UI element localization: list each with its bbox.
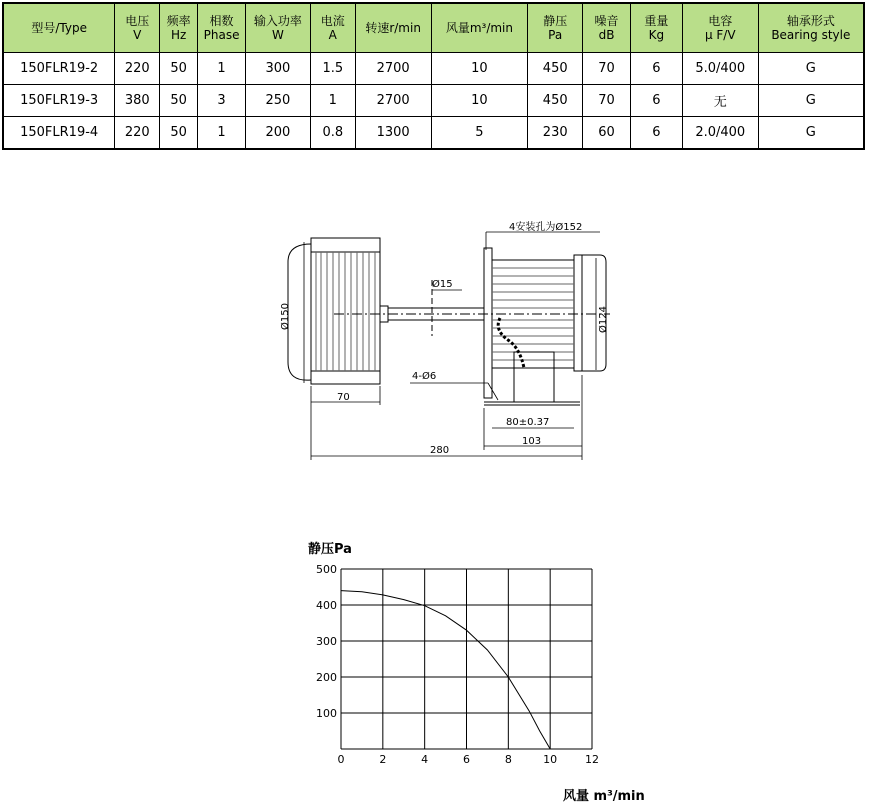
mount-length-label: 103 xyxy=(522,436,542,447)
table-cell: 6 xyxy=(630,85,682,117)
table-cell: 220 xyxy=(115,53,160,85)
table-cell: 6 xyxy=(630,53,682,85)
header-unit: Pa xyxy=(548,28,563,42)
table-cell: 230 xyxy=(528,117,583,150)
header-unit: Bearing style xyxy=(771,28,851,42)
table-cell: 70 xyxy=(583,53,631,85)
table-cell: G xyxy=(758,85,864,117)
table-cell: 200 xyxy=(246,117,311,150)
table-cell: 50 xyxy=(160,53,198,85)
table-cell: 2700 xyxy=(355,53,431,85)
holes-label: 4-Ø6 xyxy=(412,371,437,382)
header-text: 轴承形式 xyxy=(786,14,835,28)
x-tick-label: 6 xyxy=(463,753,470,766)
table-cell: 5.0/400 xyxy=(682,53,758,85)
table-cell: 150FLR19-3 xyxy=(3,85,115,117)
header-unit: Kg xyxy=(648,28,665,42)
table-cell: 70 xyxy=(583,85,631,117)
x-tick-label: 4 xyxy=(421,753,429,766)
header-text: 型号/Type xyxy=(31,21,87,35)
table-cell: 5 xyxy=(431,117,528,150)
header-text: 电容 xyxy=(708,14,733,28)
table-cell: 450 xyxy=(528,53,583,85)
y-tick-label: 200 xyxy=(316,671,337,684)
table-cell: 1 xyxy=(198,53,246,85)
table-cell: 380 xyxy=(115,85,160,117)
header-text: 静压 xyxy=(543,14,568,28)
table-cell: 300 xyxy=(246,53,311,85)
y-tick-label: 500 xyxy=(316,563,337,576)
x-tick-label: 10 xyxy=(543,753,558,766)
x-tick-label: 8 xyxy=(504,753,512,766)
mount-holes-label: 4安装孔为Ø152 xyxy=(509,222,583,233)
table-cell: 10 xyxy=(431,85,528,117)
table-cell: 2.0/400 xyxy=(682,117,758,150)
header-text: 频率 xyxy=(166,14,191,28)
x-tick-label: 2 xyxy=(379,753,387,766)
y-tick-label: 300 xyxy=(316,635,337,648)
header-text: 转速r/min xyxy=(365,21,421,35)
header-text: 重量 xyxy=(644,14,669,28)
table-cell: 220 xyxy=(115,117,160,150)
y-tick-label: 400 xyxy=(316,599,337,612)
table-cell: 6 xyxy=(630,117,682,150)
header-text: 噪音 xyxy=(594,14,619,28)
chart-x-label: 风量 m³/min xyxy=(563,789,645,804)
table-cell: 1.5 xyxy=(310,53,355,85)
table-cell: 无 xyxy=(682,85,758,117)
x-tick-label: 0 xyxy=(337,753,345,766)
table-cell: 60 xyxy=(583,117,631,150)
chart-grid xyxy=(341,569,592,749)
header-text: 风量m³/min xyxy=(445,21,513,35)
header-unit: V xyxy=(133,28,142,42)
header-unit: A xyxy=(328,28,337,42)
header-text: 电压 xyxy=(125,14,150,28)
header-unit: Hz xyxy=(170,28,187,42)
chart-tick-labels xyxy=(316,563,599,766)
header-unit: W xyxy=(272,28,284,42)
table-cell: 10 xyxy=(431,53,528,85)
header-unit: Phase xyxy=(203,28,240,42)
y-tick-label: 100 xyxy=(316,707,337,720)
table-cell: 2700 xyxy=(355,85,431,117)
table-cell: 150FLR19-2 xyxy=(3,53,115,85)
table-cell: G xyxy=(758,53,864,85)
table-cell: G xyxy=(758,117,864,150)
x-tick-label: 12 xyxy=(585,753,599,766)
table-cell: 50 xyxy=(160,117,198,150)
table-cell: 3 xyxy=(198,85,246,117)
table-cell: 450 xyxy=(528,85,583,117)
table-cell: 250 xyxy=(246,85,311,117)
table-cell: 0.8 xyxy=(310,117,355,150)
header-text: 输入功率 xyxy=(253,14,302,28)
impeller-width-label: 70 xyxy=(337,392,350,403)
header-text: 电流 xyxy=(320,14,345,28)
table-cell: 1 xyxy=(310,85,355,117)
header-unit: dB xyxy=(598,28,615,42)
shaft-diameter-label: Ø15 xyxy=(432,279,453,290)
table-cell: 1300 xyxy=(355,117,431,150)
overall-length-label: 280 xyxy=(430,445,450,456)
pressure-flow-curve xyxy=(341,591,550,749)
table-cell: 150FLR19-4 xyxy=(3,117,115,150)
bracket-width-label: 80±0.37 xyxy=(506,417,550,428)
impeller-diameter-label: Ø150 xyxy=(280,303,291,330)
table-cell: 1 xyxy=(198,117,246,150)
table-cell: 50 xyxy=(160,85,198,117)
header-text: 相数 xyxy=(209,14,234,28)
chart-y-label: 静压Pa xyxy=(308,542,352,557)
motor-diameter-label: Ø124 xyxy=(598,306,609,333)
header-unit: μ F/V xyxy=(704,28,736,42)
